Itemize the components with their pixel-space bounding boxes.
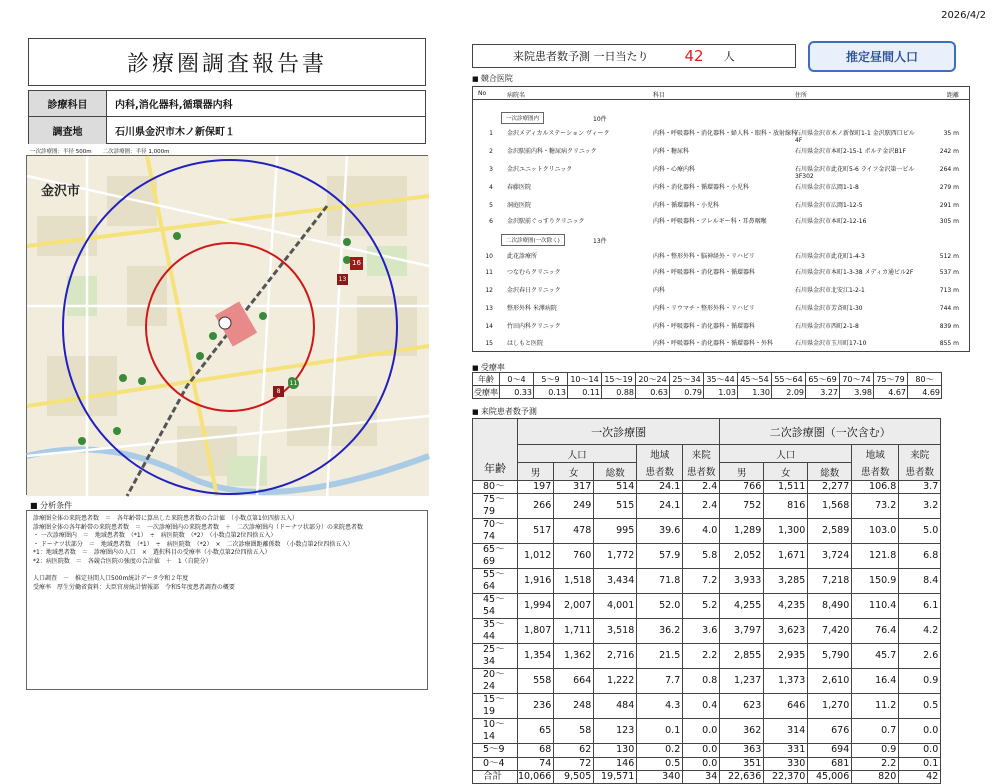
info-table <box>28 90 426 144</box>
value-cell: 4,001 <box>594 594 637 619</box>
map-caption: 一次診療圏：半径 500m 二次診療圏：半径 1,000m <box>30 149 170 155</box>
value-cell: 1,916 <box>518 569 554 594</box>
value-cell: 2.4 <box>683 481 720 494</box>
value-cell: 766 <box>720 481 764 494</box>
value-cell: 7,218 <box>808 569 852 594</box>
value-cell: 7.7 <box>637 669 683 694</box>
forecast-unit: 人 <box>723 50 735 63</box>
table-row <box>473 757 941 770</box>
condition-line <box>33 567 421 576</box>
primary-group-count: 10件 <box>593 116 607 123</box>
age-cell: 70～74 <box>473 519 518 544</box>
total-header: 総数 <box>594 463 637 481</box>
ratio-section-label: ■ 受療率 <box>472 362 505 373</box>
condition-line: ・ ドーナツ状部分 ＝ 地域患者数 （*1） ÷ 病医院数 （*2） × 二次診療圏距離係数 （小数点第2位四捨五入） <box>33 540 354 548</box>
value-cell: 7,420 <box>808 619 852 644</box>
value-cell: 6.8 <box>899 544 941 569</box>
value-cell: 3.7 <box>899 481 941 494</box>
value-cell: 2,052 <box>720 544 764 569</box>
value-cell: 1,222 <box>594 669 637 694</box>
value-cell: 4,235 <box>764 594 808 619</box>
value-cell: 1,994 <box>518 594 554 619</box>
condition-line: ・ 一次診療圏内 ＝ 地域患者数 （*1） ÷ 病医院数 （*2） （小数点第2位四捨五入） <box>33 532 277 540</box>
table-row <box>473 669 941 694</box>
value-cell: 74 <box>518 757 554 770</box>
patient-forecast-table <box>472 418 941 784</box>
male-header: 男 <box>518 463 554 481</box>
col-dist: 距離 <box>946 92 959 99</box>
region-header: 地域 <box>637 445 683 463</box>
value-cell: 103.0 <box>852 519 899 544</box>
female-header: 女 <box>554 463 594 481</box>
value-cell: 646 <box>764 694 808 719</box>
dept-value: 内科,消化器科,循環器内科 <box>115 100 233 111</box>
report-title: 診療圏調査報告書 <box>28 38 426 86</box>
value-cell: 5,790 <box>808 644 852 669</box>
region-header-2: 患者数 <box>637 463 683 481</box>
value-cell: 314 <box>764 719 808 744</box>
value-cell: 0.0 <box>683 719 720 744</box>
competitors-header <box>473 87 969 100</box>
patients-section-label: ■ 来院患者数予測 <box>472 406 537 417</box>
population-header: 人口 <box>720 445 852 463</box>
competitors-table: No 病院名 科目 住所 距離 一次診療圏内 10件 1 金沢メディカルステーション ヴィーク 内科・呼吸器科・消化器科・婦人科・眼科・放射線科 石川県金沢市木ノ新保町1-1 金沢駅西口ビル4F 35 m 2 金沢駅前内科・糖尿病クリニック 内科・糖尿科 石川県金沢市本町2-15-1 ポルテ金沢B1F 242 m 3 金沢ユニットクリニック 内科・心療内科 石川県金沢市此花町5-6 ライフ金沢第一ビル3F302 264 m 4 春藤医院 内科・消化器科・循環器科・小児科 石川県金沢市広岡1-1-8 279 m 5 洞庭医院 内科・循環器科・小児科 石川県金沢市広岡1-12-5 291 m 6 金沢駅前ぐっすりクリニック 内科・呼吸器科・アレルギー科・耳鼻咽喉 石川県金沢市本町2-12-16 305 m 二次診療圏(一次除く) 13件 10 此花診療所 内科・整形外科・脳神経外・リハビリ 石川県金沢市此花町1-4-3 512 m 11 つなむらクリニック 内科・呼吸器科・消化器科・循環器科 石川県金沢市本町1-3-38 メディカ通ビル2F 537 m 12 金沢春日クリニック 内科 石川県金沢市北安江1-2-1 713 m 13 整形外科 米澤病院 内科・リウマチ・整形外科・リハビリ 石川県金沢市芳斉町1-30 744 m 14 竹田内科クリニック 内科・呼吸器科・消化器科・循環器科 石川県金沢市西町2-1-8 839 m 15 はしもと医院 内科・呼吸器科・消化器科・循環器科・外科 石川県金沢市玉川町17-10 855 m <box>472 86 970 352</box>
value-cell: 4.0 <box>683 519 720 544</box>
forecast-label: 来院患者数予測 一日当たり <box>513 50 649 63</box>
map-marker[interactable]: 11 <box>289 380 298 387</box>
table-row <box>473 544 941 569</box>
condition-line: 診療圏全体の各年齢帯の来院患者数 ＝ 一次診療圏内の来院患者数 ＋ 二次診療圏内（ドーナツ状部分）の来院患者数 <box>33 523 363 531</box>
value-cell: 351 <box>720 757 764 770</box>
value-cell: 3,434 <box>594 569 637 594</box>
value-cell: 752 <box>720 494 764 519</box>
region-header-2: 患者数 <box>852 463 899 481</box>
age-cell: 55～64 <box>473 569 518 594</box>
value-cell: 478 <box>554 519 594 544</box>
value-cell: 2,610 <box>808 669 852 694</box>
value-cell: 3.2 <box>899 494 941 519</box>
value-cell: 62 <box>554 744 594 757</box>
value-cell: 2.2 <box>683 644 720 669</box>
value-cell: 2.6 <box>899 644 941 669</box>
value-cell: 664 <box>554 669 594 694</box>
trade-area-map[interactable] <box>26 155 428 495</box>
value-cell: 19,571 <box>594 770 637 783</box>
value-cell: 340 <box>637 770 683 783</box>
value-cell: 330 <box>764 757 808 770</box>
value-cell: 1,289 <box>720 519 764 544</box>
value-cell: 34 <box>683 770 720 783</box>
total-header: 総数 <box>808 463 852 481</box>
value-cell: 2,007 <box>554 594 594 619</box>
ratio-row-label: 受療率 <box>474 387 498 397</box>
value-cell: 331 <box>764 744 808 757</box>
secondary-group-label: 二次診療圏(一次除く) <box>501 234 565 246</box>
value-cell: 3,518 <box>594 619 637 644</box>
value-cell: 2,716 <box>594 644 637 669</box>
age-cell: 15～19 <box>473 694 518 719</box>
age-cell: 75～79 <box>473 494 518 519</box>
table-row <box>473 744 941 757</box>
value-cell: 995 <box>594 519 637 544</box>
value-cell: 1,362 <box>554 644 594 669</box>
value-cell: 110.4 <box>852 594 899 619</box>
age-cell: 0～4 <box>473 757 518 770</box>
value-cell: 1,373 <box>764 669 808 694</box>
competitors-section-label: ■ 競合医院 <box>472 73 513 84</box>
table-row <box>473 694 941 719</box>
value-cell: 24.1 <box>637 494 683 519</box>
value-cell: 0.1 <box>637 719 683 744</box>
value-cell: 5.8 <box>683 544 720 569</box>
value-cell: 16.4 <box>852 669 899 694</box>
value-cell: 42 <box>899 770 941 783</box>
value-cell: 65 <box>518 719 554 744</box>
value-cell: 623 <box>720 694 764 719</box>
visit-header-2: 患者数 <box>683 463 720 481</box>
value-cell: 0.0 <box>899 744 941 757</box>
age-cell: 35～44 <box>473 619 518 644</box>
value-cell: 1,012 <box>518 544 554 569</box>
value-cell: 0.8 <box>683 669 720 694</box>
age-cell: 25～34 <box>473 644 518 669</box>
value-cell: 517 <box>518 519 554 544</box>
consultation-ratio-table: 年齢 0～4 5～9 10～14 15～19 20～24 25～34 35～44 45～54 55～64 65～69 70～74 75～79 80～ 受療率 0.33 0.13 0.11 0.88 0.63 0.79 1.03 1.30 2.09 3.27 3.98 4.67 4.69 <box>474 374 940 397</box>
value-cell: 1,518 <box>554 569 594 594</box>
value-cell: 1,237 <box>720 669 764 694</box>
value-cell: 676 <box>808 719 852 744</box>
value-cell: 0.0 <box>899 719 941 744</box>
value-cell: 4.2 <box>899 619 941 644</box>
age-cell: 65～69 <box>473 544 518 569</box>
primary-group-label: 一次診療圏内 <box>501 112 544 124</box>
value-cell: 11.2 <box>852 694 899 719</box>
age-cell: 10～14 <box>473 719 518 744</box>
location-label: 調査地 <box>29 117 107 144</box>
forecast-value: 42 <box>684 47 704 65</box>
value-cell: 362 <box>720 719 764 744</box>
value-cell: 2,277 <box>808 481 852 494</box>
value-cell: 8,490 <box>808 594 852 619</box>
value-cell: 0.4 <box>683 694 720 719</box>
dept-label: 診療科目 <box>29 91 107 116</box>
value-cell: 363 <box>720 744 764 757</box>
value-cell: 3,724 <box>808 544 852 569</box>
value-cell: 514 <box>594 481 637 494</box>
value-cell: 0.9 <box>899 669 941 694</box>
value-cell: 123 <box>594 719 637 744</box>
value-cell: 0.1 <box>899 757 941 770</box>
daily-forecast <box>472 44 796 68</box>
value-cell: 2,935 <box>764 644 808 669</box>
condition-line: 受療率 厚生労働省資料：大臣官房統計情報部 令和5年度患者調査の概要 <box>33 583 235 591</box>
value-cell: 146 <box>594 757 637 770</box>
age-header: 年齢 <box>473 419 518 481</box>
value-cell: 0.2 <box>637 744 683 757</box>
value-cell: 2.2 <box>852 757 899 770</box>
value-cell: 3,623 <box>764 619 808 644</box>
ratio-row-label: 年齢 <box>473 373 500 386</box>
map-marker[interactable]: 16 <box>350 257 363 270</box>
map-marker[interactable]: 8 <box>273 386 284 397</box>
visit-header: 来院 <box>899 445 941 463</box>
condition-line: 診療圏全体の来院患者数 ＝ 各年齢帯に算出した来院患者数の合計値 （小数点第1位四捨五入） <box>33 515 298 522</box>
value-cell: 1,711 <box>554 619 594 644</box>
value-cell: 22,370 <box>764 770 808 783</box>
value-cell: 5.0 <box>899 519 941 544</box>
value-cell: 76.4 <box>852 619 899 644</box>
value-cell: 22,636 <box>720 770 764 783</box>
report-date: 2026/4/2 <box>941 10 986 21</box>
value-cell: 558 <box>518 669 554 694</box>
value-cell: 4,255 <box>720 594 764 619</box>
conditions-box <box>26 510 428 690</box>
male-header: 男 <box>720 463 764 481</box>
value-cell: 58 <box>554 719 594 744</box>
map-canvas <box>27 156 429 496</box>
age-cell: 45～54 <box>473 594 518 619</box>
age-cell: 合計 <box>473 770 518 783</box>
col-name: 病院名 <box>507 92 526 99</box>
value-cell: 1,568 <box>808 494 852 519</box>
table-row <box>473 594 941 619</box>
value-cell: 45,006 <box>808 770 852 783</box>
value-cell: 39.6 <box>637 519 683 544</box>
table-row <box>473 644 941 669</box>
value-cell: 10,066 <box>518 770 554 783</box>
visit-header-2: 患者数 <box>899 463 941 481</box>
value-cell: 484 <box>594 694 637 719</box>
condition-line: *2：病医院数 ＝ 各競合医院の強度の合計値 ＋ 1（自院分） <box>33 557 212 565</box>
value-cell: 45.7 <box>852 644 899 669</box>
value-cell: 106.8 <box>852 481 899 494</box>
table-row <box>473 770 941 783</box>
value-cell: 1,807 <box>518 619 554 644</box>
value-cell: 0.0 <box>683 757 720 770</box>
table-row <box>473 494 941 519</box>
value-cell: 7.2 <box>683 569 720 594</box>
population-header: 人口 <box>518 445 637 463</box>
map-city-label: 金沢市 <box>41 184 81 199</box>
value-cell: 248 <box>554 694 594 719</box>
value-cell: 0.9 <box>852 744 899 757</box>
value-cell: 1,354 <box>518 644 554 669</box>
value-cell: 1,671 <box>764 544 808 569</box>
value-cell: 5.2 <box>683 594 720 619</box>
value-cell: 0.7 <box>852 719 899 744</box>
value-cell: 197 <box>518 481 554 494</box>
value-cell: 694 <box>808 744 852 757</box>
primary-area-header: 一次診療圏 <box>518 419 720 445</box>
value-cell: 2,589 <box>808 519 852 544</box>
value-cell: 73.2 <box>852 494 899 519</box>
location-value: 石川県金沢市木ノ新保町１ <box>115 127 235 138</box>
value-cell: 3,285 <box>764 569 808 594</box>
value-cell: 2,855 <box>720 644 764 669</box>
value-cell: 760 <box>554 544 594 569</box>
value-cell: 1,300 <box>764 519 808 544</box>
value-cell: 57.9 <box>637 544 683 569</box>
value-cell: 4.3 <box>637 694 683 719</box>
age-cell: 5～9 <box>473 744 518 757</box>
table-row <box>473 719 941 744</box>
secondary-area-header: 二次診療圏（一次含む） <box>720 419 941 445</box>
col-addr: 住所 <box>795 92 808 99</box>
value-cell: 68 <box>518 744 554 757</box>
condition-line: *1：地域患者数 ＝ 診療圏内の人口 × 選択科目の受療率（小数点第2位四捨五入） <box>33 549 271 557</box>
value-cell: 21.5 <box>637 644 683 669</box>
region-header: 地域 <box>852 445 899 463</box>
female-header: 女 <box>764 463 808 481</box>
value-cell: 24.1 <box>637 481 683 494</box>
col-dept: 科目 <box>653 92 666 99</box>
value-cell: 249 <box>554 494 594 519</box>
value-cell: 52.0 <box>637 594 683 619</box>
value-cell: 1,772 <box>594 544 637 569</box>
daytime-population-button[interactable]: 推定昼間人口 <box>808 41 956 72</box>
value-cell: 820 <box>852 770 899 783</box>
value-cell: 1,270 <box>808 694 852 719</box>
value-cell: 0.0 <box>683 744 720 757</box>
value-cell: 0.5 <box>637 757 683 770</box>
value-cell: 515 <box>594 494 637 519</box>
value-cell: 150.9 <box>852 569 899 594</box>
value-cell: 8.4 <box>899 569 941 594</box>
value-cell: 9,505 <box>554 770 594 783</box>
value-cell: 266 <box>518 494 554 519</box>
value-cell: 36.2 <box>637 619 683 644</box>
age-cell: 20～24 <box>473 669 518 694</box>
map-marker[interactable]: 13 <box>338 276 347 283</box>
table-row <box>473 519 941 544</box>
value-cell: 236 <box>518 694 554 719</box>
value-cell: 1,511 <box>764 481 808 494</box>
value-cell: 816 <box>764 494 808 519</box>
value-cell: 121.8 <box>852 544 899 569</box>
value-cell: 681 <box>808 757 852 770</box>
value-cell: 130 <box>594 744 637 757</box>
table-row <box>473 481 941 494</box>
condition-line: 人口調査 － 推定昼間人口500m統計データ令和２年度 <box>33 575 189 583</box>
table-row <box>473 569 941 594</box>
age-cell: 80～ <box>473 481 518 494</box>
value-cell: 3,933 <box>720 569 764 594</box>
value-cell: 71.8 <box>637 569 683 594</box>
secondary-group-count: 13件 <box>593 238 607 245</box>
table-row <box>473 619 941 644</box>
value-cell: 317 <box>554 481 594 494</box>
value-cell: 2.4 <box>683 494 720 519</box>
col-no: No <box>478 90 487 97</box>
visit-header: 来院 <box>683 445 720 463</box>
value-cell: 3,797 <box>720 619 764 644</box>
value-cell: 0.5 <box>899 694 941 719</box>
conditions-title: ■ 分析条件 <box>30 501 73 510</box>
value-cell: 72 <box>554 757 594 770</box>
value-cell: 6.1 <box>899 594 941 619</box>
value-cell: 3.6 <box>683 619 720 644</box>
